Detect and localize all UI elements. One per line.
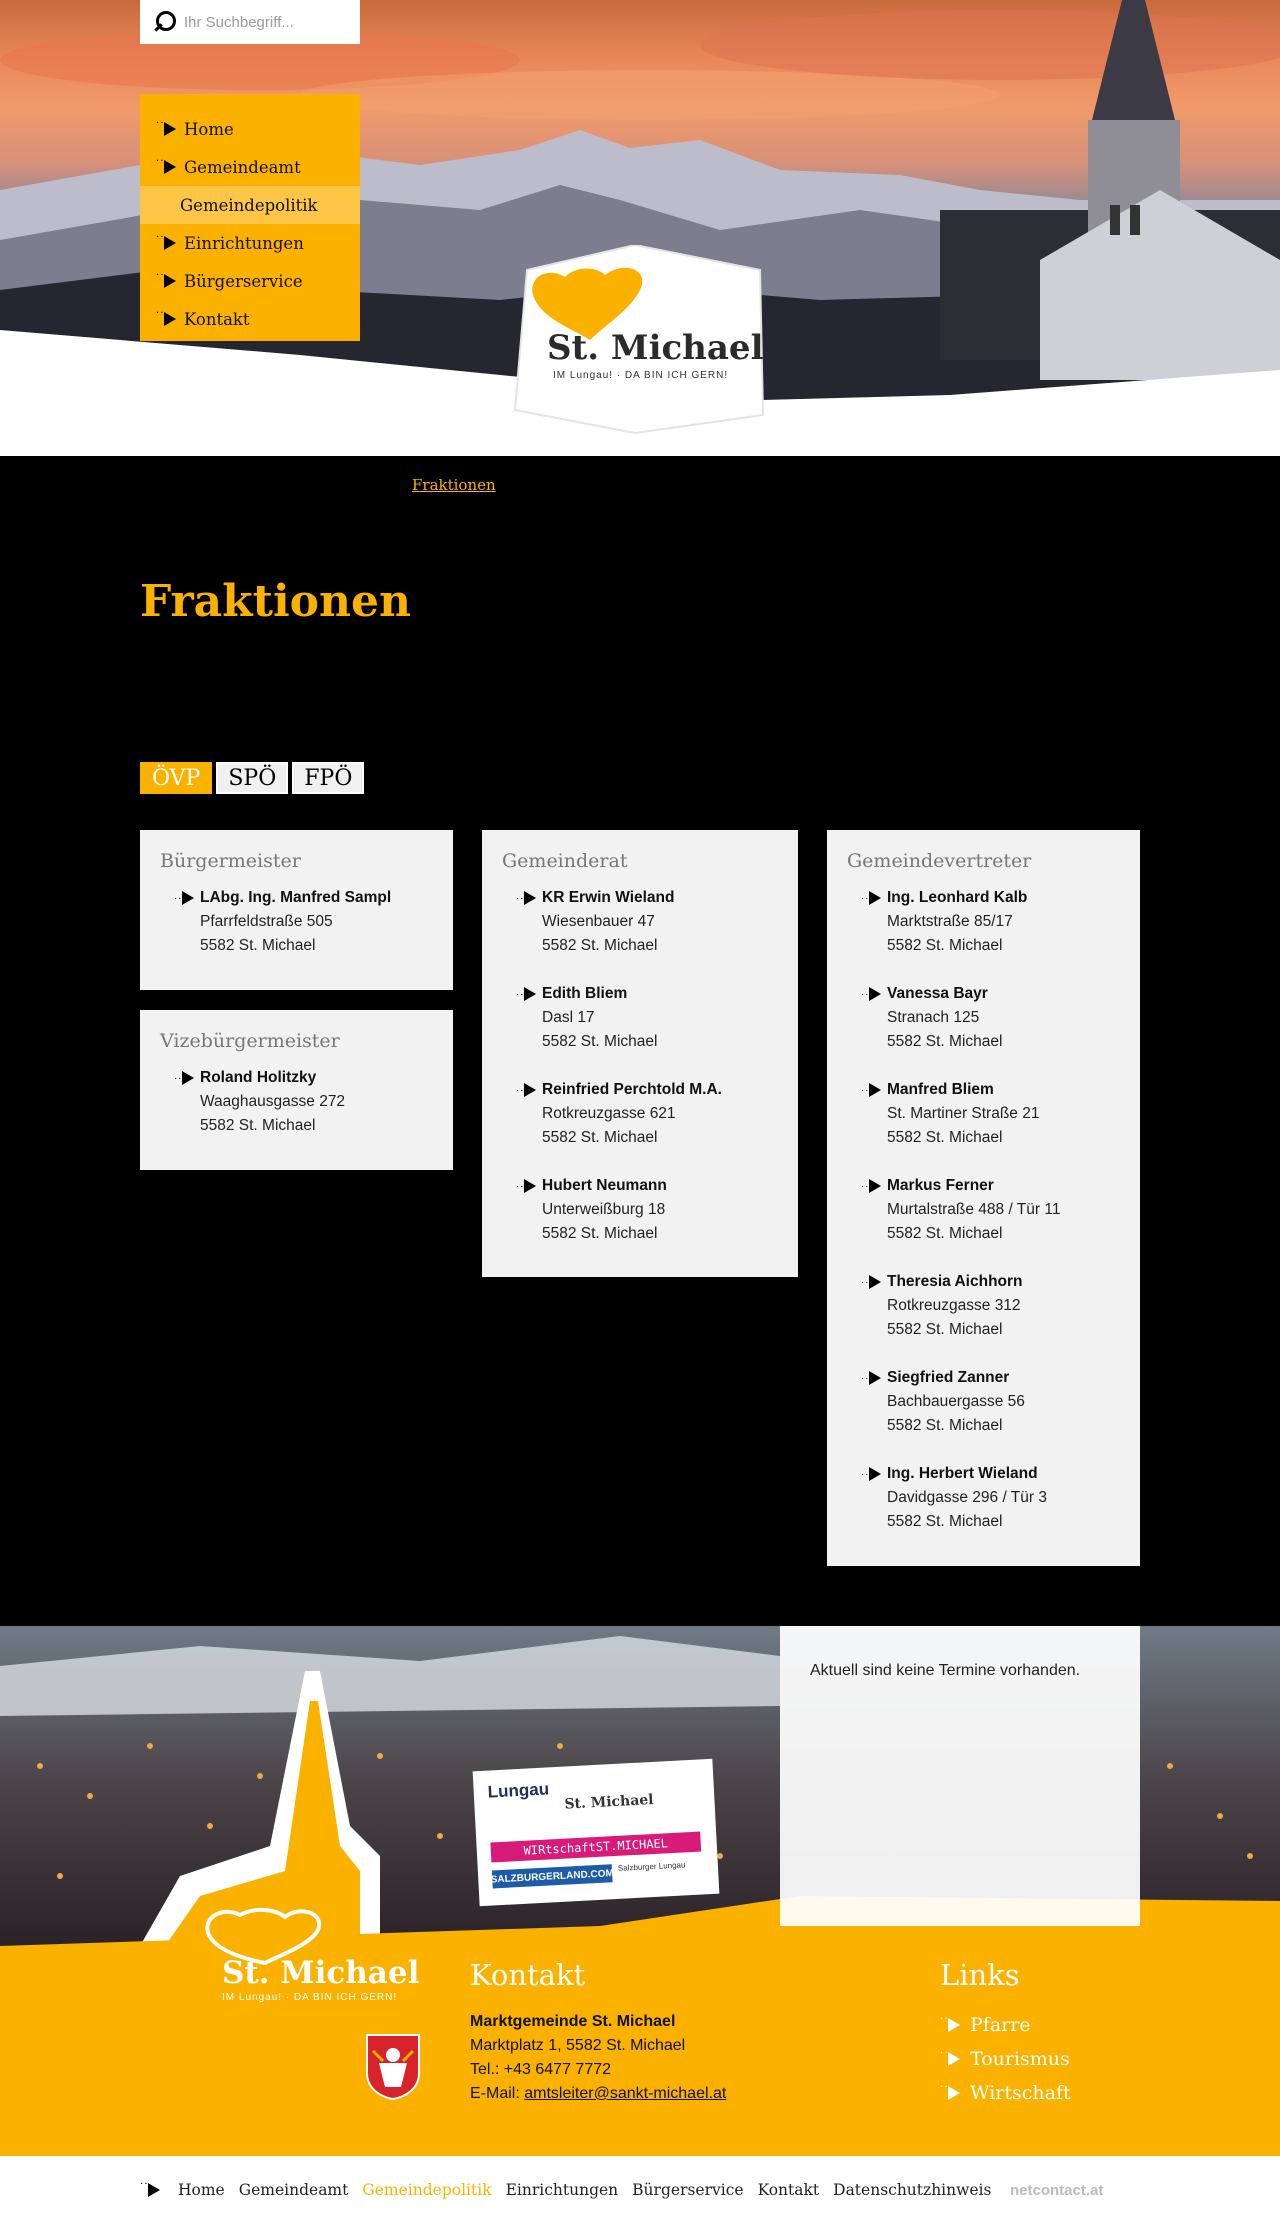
person-city: 5582 St. Michael [200, 1117, 316, 1134]
nav-item-label: Bürgerservice [184, 271, 303, 291]
person-street: Rotkreuzgasse 621 [542, 1105, 676, 1122]
arrow-icon [861, 1275, 885, 1289]
person-name: LAbg. Ing. Manfred Sampl [200, 889, 392, 906]
bottom-nav-gemeindeamt[interactable]: Gemeindeamt [238, 2181, 349, 2199]
box-title: Gemeinderat [502, 850, 628, 872]
events-empty-text: Aktuell sind keine Termine vorhanden. [810, 1662, 1081, 1679]
person-street: Murtalstraße 488 / Tür 11 [887, 1201, 1061, 1218]
box-vizebuergermeister [140, 1010, 453, 1170]
person-name: Siegfried Zanner [887, 1369, 1010, 1386]
person-city: 5582 St. Michael [542, 1225, 658, 1242]
person-name: Vanessa Bayr [887, 985, 988, 1002]
person-city: 5582 St. Michael [887, 937, 1003, 954]
arrow-icon [516, 891, 540, 905]
person-city: 5582 St. Michael [887, 1417, 1003, 1434]
footer-links [940, 2008, 1071, 2110]
page-title: Fraktionen [140, 576, 412, 627]
arrow-icon [156, 236, 180, 250]
links-heading: Links [940, 1958, 1020, 1992]
partner-wirtschaft-logo[interactable]: WIRtschaftST.MICHAEL [490, 1832, 701, 1863]
arrow-icon [174, 1071, 198, 1085]
person-name: Hubert Neumann [542, 1177, 667, 1194]
link-wirtschaft[interactable] [940, 2076, 1071, 2110]
person-entry [847, 1174, 1120, 1246]
bottom-nav-datenschutz[interactable]: Datenschutzhinweis [833, 2181, 992, 2199]
box-buergermeister [140, 830, 453, 990]
link-pfarre[interactable] [940, 2008, 1071, 2042]
bottom-nav-einrichtungen[interactable]: Einrichtungen [505, 2181, 619, 2199]
person-street: Unterweißburg 18 [542, 1201, 666, 1218]
search-input[interactable] [184, 14, 344, 31]
person-city: 5582 St. Michael [887, 1513, 1003, 1530]
arrow-icon [156, 122, 180, 136]
person-city: 5582 St. Michael [200, 937, 316, 954]
kontakt-email-row [470, 2082, 726, 2106]
breadcrumb[interactable]: Fraktionen [412, 476, 496, 494]
partner-stmichael-logo[interactable]: St. Michael [564, 1791, 654, 1813]
person-city: 5582 St. Michael [887, 1321, 1003, 1338]
nav-item-label: Gemeindepolitik [180, 195, 318, 215]
nav-item-gemeindepolitik[interactable] [140, 186, 360, 224]
nav-item-home[interactable] [140, 110, 360, 148]
person-street: St. Martiner Straße 21 [887, 1105, 1040, 1122]
nav-item-label: Gemeindeamt [184, 157, 301, 177]
person-entry [502, 1078, 778, 1150]
kontakt-org: Marktgemeinde St. Michael [470, 2013, 676, 2030]
nav-item-label: Kontakt [184, 309, 250, 329]
person-name: Ing. Leonhard Kalb [887, 889, 1028, 906]
person-street: Bachbauergasse 56 [887, 1393, 1025, 1410]
kontakt-heading: Kontakt [470, 1958, 586, 1992]
bottom-nav-gemeindepolitik[interactable]: Gemeindepolitik [362, 2181, 492, 2199]
person-city: 5582 St. Michael [887, 1129, 1003, 1146]
arrow-icon [861, 1371, 885, 1385]
person-street: Wiesenbauer 47 [542, 913, 655, 930]
bottom-nav-kontakt[interactable]: Kontakt [757, 2181, 820, 2199]
tab-oevp[interactable]: ÖVP [140, 762, 212, 794]
person-entry [847, 1462, 1120, 1534]
party-tabs [140, 762, 364, 794]
tab-spoe[interactable]: SPÖ [216, 762, 288, 794]
arrow-icon [861, 1467, 885, 1481]
person-street: Pfarrfeldstraße 505 [200, 913, 333, 930]
person-name: KR Erwin Wieland [542, 889, 675, 906]
kontakt-block [470, 2010, 726, 2106]
partner-lungau-logo[interactable]: Lungau [487, 1779, 550, 1802]
arrow-icon [940, 2018, 964, 2032]
person-name: Markus Ferner [887, 1177, 994, 1194]
bottom-nav-home[interactable]: Home [178, 2181, 225, 2199]
person-entry [160, 1066, 433, 1138]
arrow-icon [861, 1083, 885, 1097]
person-street: Marktstraße 85/17 [887, 913, 1013, 930]
person-entry [502, 886, 778, 958]
person-entry [160, 886, 433, 958]
link-tourismus[interactable] [940, 2042, 1071, 2076]
person-street: Davidgasse 296 / Tür 3 [887, 1489, 1047, 1506]
person-entry [847, 1078, 1120, 1150]
search-icon[interactable] [152, 9, 178, 35]
person-street: Stranach 125 [887, 1009, 980, 1026]
bottom-nav-buergerservice[interactable]: Bürgerservice [632, 2181, 744, 2199]
person-entry [502, 982, 778, 1054]
coat-of-arms-icon [365, 2033, 421, 2101]
kontakt-email-label: E-Mail: [470, 2085, 525, 2102]
person-entry [502, 1174, 778, 1246]
events-panel [780, 1626, 1140, 1926]
link-label: Pfarre [970, 2014, 1031, 2036]
logo-title: St. Michael [547, 328, 764, 368]
person-city: 5582 St. Michael [887, 1033, 1003, 1050]
search-box[interactable] [140, 0, 360, 44]
person-street: Dasl 17 [542, 1009, 595, 1026]
person-entry [847, 982, 1120, 1054]
header [0, 0, 1280, 456]
nav-item-gemeindeamt[interactable] [140, 148, 360, 186]
nav-item-label: Einrichtungen [184, 233, 304, 253]
logo-slogan: IM Lungau! · DA BIN ICH GERN! [553, 370, 729, 381]
person-entry [847, 1366, 1120, 1438]
nav-item-label: Home [184, 119, 234, 139]
person-entry [847, 1270, 1120, 1342]
box-title: Vizebürgermeister [160, 1030, 340, 1052]
arrow-icon [940, 2052, 964, 2066]
kontakt-address: Marktplatz 1, 5582 St. Michael [470, 2037, 686, 2054]
tab-fpoe[interactable]: FPÖ [292, 762, 364, 794]
kontakt-email-link[interactable]: amtsleiter@sankt-michael.at [524, 2085, 727, 2102]
arrow-icon [140, 2183, 164, 2197]
person-name: Edith Bliem [542, 985, 628, 1002]
bottom-navigation [0, 2156, 1280, 2226]
box-title: Bürgermeister [160, 850, 301, 872]
link-label: Wirtschaft [970, 2082, 1071, 2104]
credit-label: netcontact.at [1010, 2182, 1104, 2199]
nav-item-buergerservice[interactable] [140, 262, 360, 300]
person-entry [847, 886, 1120, 958]
arrow-icon [516, 987, 540, 1001]
arrow-icon [156, 160, 180, 174]
person-name: Reinfried Perchtold M.A. [542, 1081, 722, 1098]
partner-logos[interactable] [473, 1759, 720, 1906]
arrow-icon [516, 1083, 540, 1097]
main-content [0, 456, 1280, 1626]
netcontact-credit[interactable] [1010, 2182, 1103, 2199]
arrow-icon [861, 891, 885, 905]
arrow-icon [861, 987, 885, 1001]
nav-item-kontakt[interactable] [140, 300, 360, 338]
person-city: 5582 St. Michael [542, 937, 658, 954]
partner-salzburgerland-logo[interactable]: SALZBURGERLAND.COM [492, 1864, 613, 1888]
person-city: 5582 St. Michael [542, 1033, 658, 1050]
person-city: 5582 St. Michael [887, 1225, 1003, 1242]
box-title: Gemeindevertreter [847, 850, 1032, 872]
person-name: Theresia Aichhorn [887, 1273, 1023, 1290]
arrow-icon [516, 1179, 540, 1193]
main-navigation [140, 94, 360, 341]
box-gemeindevertreter [827, 830, 1140, 1566]
person-city: 5582 St. Michael [542, 1129, 658, 1146]
link-label: Tourismus [970, 2048, 1070, 2070]
box-gemeinderat [482, 830, 798, 1277]
arrow-icon [156, 274, 180, 288]
person-name: Roland Holitzky [200, 1069, 317, 1086]
arrow-icon [861, 1179, 885, 1193]
person-street: Rotkreuzgasse 312 [887, 1297, 1021, 1314]
nav-item-einrichtungen[interactable] [140, 224, 360, 262]
arrow-icon [940, 2086, 964, 2100]
arrow-icon [156, 312, 180, 326]
footer-logo-title: St. Michael [222, 1955, 420, 1991]
partner-naturpark-logo[interactable]: Salzburger Lungau [617, 1860, 686, 1873]
kontakt-tel: Tel.: +43 6477 7772 [470, 2061, 612, 2078]
arrow-icon [174, 891, 198, 905]
person-street: Waaghausgasse 272 [200, 1093, 346, 1110]
footer-logo-slogan: IM Lungau! · DA BIN ICH GERN! [222, 1992, 398, 2003]
person-name: Ing. Herbert Wieland [887, 1465, 1038, 1482]
person-name: Manfred Bliem [887, 1081, 994, 1098]
